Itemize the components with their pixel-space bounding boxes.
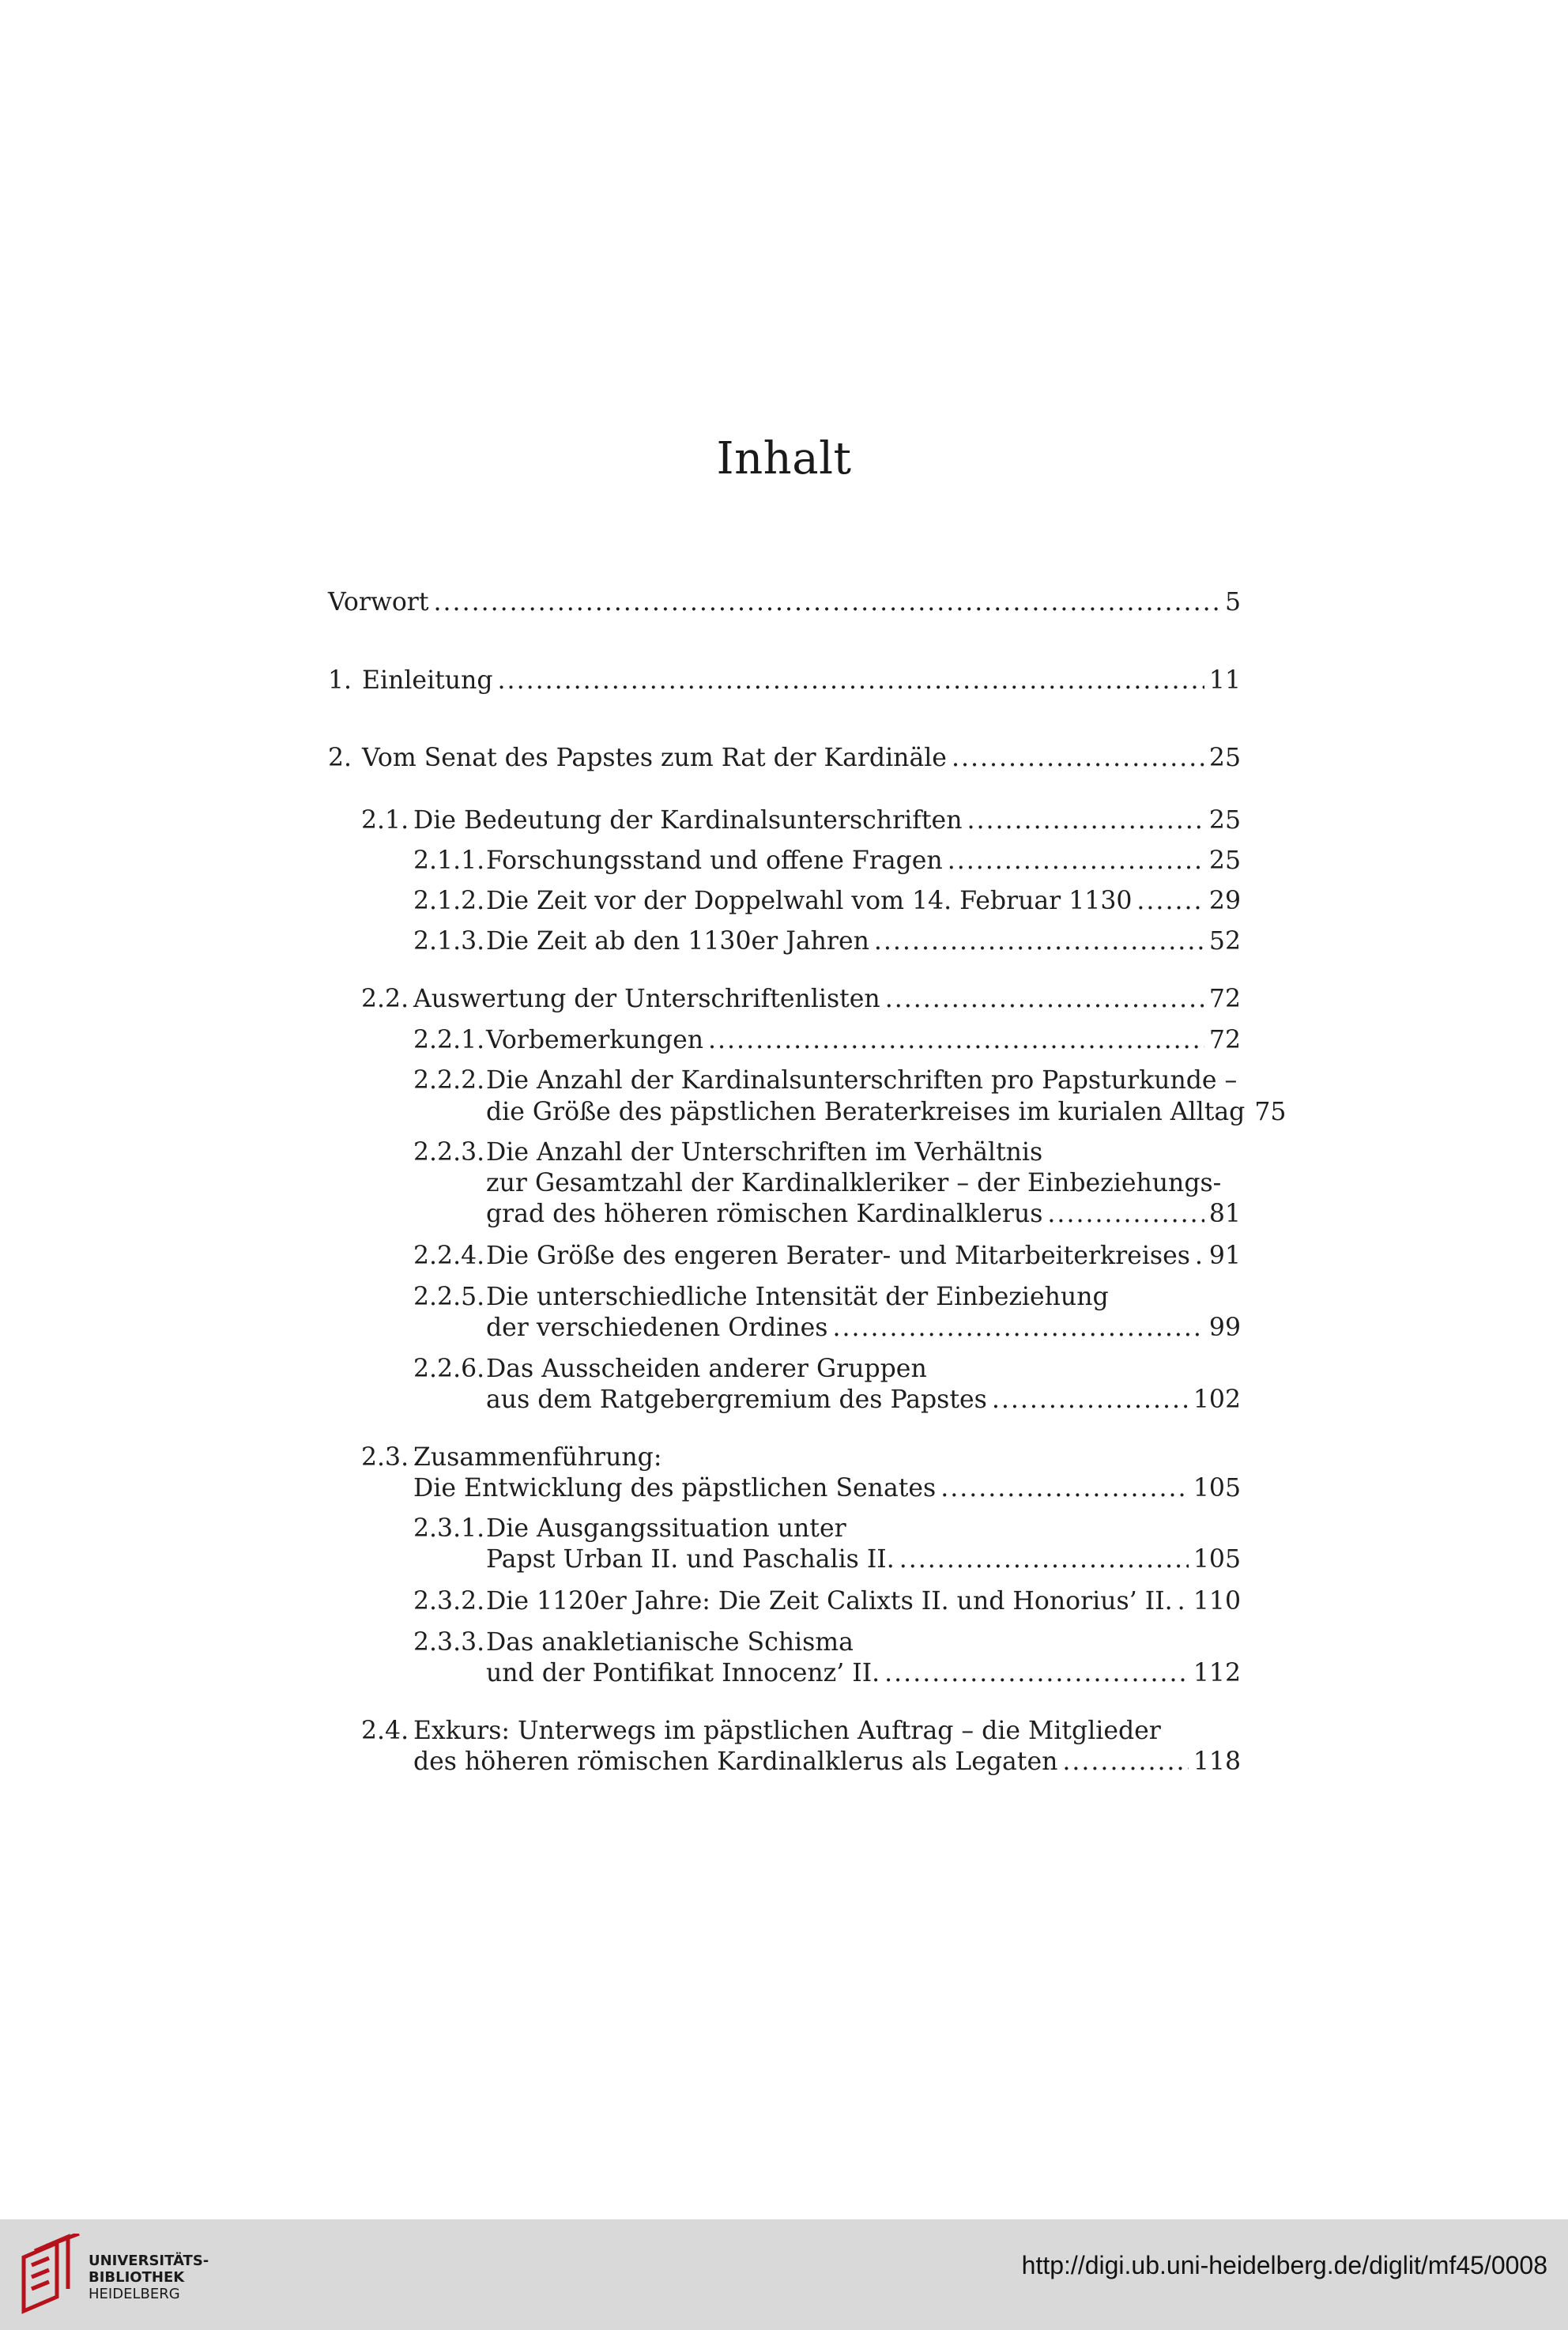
permalink-url[interactable]: http://digi.ub.uni-heidelberg.de/diglit/mf45/0008	[1021, 2251, 1547, 2279]
toc-entry-2-3-3-first-line[interactable]	[413, 1628, 854, 1660]
toc-entry-label: grad des höheren römischen Kardinalklerus	[486, 1200, 1043, 1228]
toc-entry-label: Das anakletianische Schisma	[486, 1628, 854, 1657]
toc-entry-label: Die Anzahl der Unterschriften im Verhältnis	[486, 1138, 1043, 1167]
toc-entry-number: 2.1.1.	[413, 846, 485, 875]
toc-entry-2-2-2[interactable]	[486, 1098, 1287, 1129]
toc-entry-number: 2.3.2.	[413, 1587, 485, 1616]
toc-page-number: 25	[1208, 846, 1241, 875]
toc-entry-2-2-3[interactable]	[486, 1200, 1241, 1231]
toc-entry-label: Vorbemerkungen	[486, 1026, 704, 1054]
leader-dots	[832, 1314, 1204, 1342]
toc-entry-number: 2.3.3.	[413, 1628, 485, 1657]
leader-dots	[1136, 887, 1204, 915]
toc-entry-label: Die Zeit vor der Doppelwahl vom 14. Februar 1130	[486, 887, 1133, 915]
toc-entry-number: 2.1.3.	[413, 927, 485, 956]
toc-entry-label: des höheren römischen Kardinalklerus als Legaten	[413, 1748, 1058, 1776]
toc-entry-2-4-first-line[interactable]	[361, 1717, 1161, 1748]
toc-entry-label: Vorwort	[328, 588, 429, 616]
toc-entry-label: der verschiedenen Ordines	[486, 1314, 828, 1342]
library-logo-icon	[17, 2234, 82, 2316]
leader-dots	[952, 744, 1204, 772]
toc-entry-label: Einleitung	[362, 666, 493, 695]
toc-page-number: 75	[1254, 1098, 1287, 1126]
toc-entry-2-3-1-first-line[interactable]	[413, 1514, 846, 1546]
toc-entry-label: zur Gesamtzahl der Kardinalkleriker – der Einbeziehungs-	[486, 1169, 1222, 1197]
toc-entry-2-4[interactable]	[413, 1748, 1241, 1779]
toc-entry-label: die Größe des päpstlichen Beraterkreises im kurialen Alltag	[486, 1098, 1246, 1126]
toc-page-number: 118	[1193, 1748, 1241, 1776]
toc-entry-label: Die Ausgangssituation unter	[486, 1514, 846, 1543]
leader-dots	[992, 1386, 1189, 1414]
toc-entry-2-2-6-first-line[interactable]	[413, 1355, 927, 1386]
logo-line: UNIVERSITÄTS-	[89, 2253, 209, 2269]
toc-entry-label: Zusammenführung:	[413, 1443, 662, 1472]
leader-dots	[1047, 1200, 1204, 1228]
page-title: Inhalt	[716, 433, 852, 484]
toc-page-number: 29	[1208, 887, 1241, 915]
toc-entry-2-3-3[interactable]	[486, 1659, 1241, 1691]
toc-entry-label: Die Zeit ab den 1130er Jahren	[486, 927, 869, 956]
leader-dots	[498, 666, 1204, 695]
toc-entry-number: 2.2.2.	[413, 1066, 485, 1095]
toc-entry-label: Das Ausscheiden anderer Gruppen	[486, 1355, 927, 1383]
toc-page-number: 99	[1208, 1314, 1241, 1342]
toc-entry-2-1-2[interactable]	[413, 887, 1241, 918]
leader-dots	[1178, 1587, 1189, 1616]
toc-page-number: 25	[1208, 744, 1241, 772]
leader-dots	[940, 1474, 1189, 1502]
leader-dots	[434, 588, 1220, 616]
toc-page-number: 72	[1208, 1026, 1241, 1054]
leader-dots	[948, 846, 1204, 875]
toc-page-number: 112	[1193, 1659, 1241, 1687]
toc-page-number: 81	[1208, 1200, 1241, 1228]
toc-entry-number: 2.3.	[361, 1443, 409, 1472]
toc-entry-label: Die Größe des engeren Berater- und Mitarbeiterkreises	[486, 1242, 1190, 1270]
toc-entry-2-2-1[interactable]	[413, 1026, 1241, 1058]
leader-dots	[884, 1659, 1189, 1687]
toc-entry-2-2[interactable]	[361, 985, 1241, 1016]
footer-bar	[0, 2219, 1568, 2330]
toc-entry-2-1[interactable]	[361, 806, 1241, 838]
toc-entry-2-3-1[interactable]	[486, 1545, 1241, 1577]
leader-dots	[708, 1026, 1204, 1054]
toc-page-number: 11	[1208, 666, 1241, 695]
toc-entry-label: und der Pontifikat Innocenz’ II.	[486, 1659, 880, 1687]
toc-entry-number: 1.	[328, 666, 352, 695]
toc-entry-label: aus dem Ratgebergremium des Papstes	[486, 1386, 987, 1414]
logo-line: HEIDELBERG	[89, 2286, 180, 2302]
toc-page-number: 25	[1208, 806, 1241, 835]
toc-page-number: 72	[1208, 985, 1241, 1013]
toc-entry-2-2-6[interactable]	[486, 1386, 1241, 1417]
toc-entry-2-3-2[interactable]	[413, 1587, 1241, 1619]
leader-dots	[1062, 1748, 1189, 1776]
toc-entry-label: Die 1120er Jahre: Die Zeit Calixts II. und Honorius’ II.	[486, 1587, 1173, 1616]
toc-entry-number: 2.2.6.	[413, 1355, 485, 1383]
toc-entry-2-2-5[interactable]	[486, 1314, 1241, 1345]
leader-dots	[899, 1545, 1189, 1574]
toc-page-number: 91	[1208, 1242, 1241, 1270]
toc-entry-2-1-3[interactable]	[413, 927, 1241, 959]
library-logo-text	[89, 2253, 209, 2302]
toc-entry-2-3-first-line[interactable]	[361, 1443, 662, 1475]
toc-entry-2-2-3-second-line[interactable]	[486, 1169, 1221, 1201]
toc-entry-label: Die Anzahl der Kardinalsunterschriften pro Papsturkunde –	[486, 1066, 1238, 1095]
toc-entry-number: 2.1.2.	[413, 887, 485, 915]
leader-dots	[967, 806, 1204, 835]
toc-page-number: 5	[1224, 588, 1241, 616]
toc-entry-label: Die unterschiedliche Intensität der Einbeziehung	[486, 1283, 1109, 1311]
toc-entry-number: 2.2.5.	[413, 1283, 485, 1311]
toc-entry-label: Papst Urban II. und Paschalis II.	[486, 1545, 895, 1574]
toc-entry-2-2-5-first-line[interactable]	[413, 1283, 1109, 1314]
toc-entry-2-2-3-first-line[interactable]	[413, 1138, 1042, 1170]
leader-dots	[874, 927, 1204, 956]
toc-page-number: 110	[1193, 1587, 1241, 1616]
toc-page-number: 105	[1193, 1545, 1241, 1574]
toc-entry-vorwort[interactable]	[328, 588, 1241, 620]
toc-entry-label: Die Entwicklung des päpstlichen Senates	[413, 1474, 937, 1502]
toc-entry-number: 2.2.4.	[413, 1242, 485, 1270]
toc-entry-label: Forschungsstand und offene Fragen	[486, 846, 943, 875]
toc-entry-2-3[interactable]	[413, 1474, 1241, 1506]
toc-entry-2-2-4[interactable]	[413, 1242, 1241, 1273]
toc-page-number: 102	[1193, 1386, 1241, 1414]
toc-entry-label: Vom Senat des Papstes zum Rat der Kardinäle	[362, 744, 947, 772]
toc-entry-2-1-1[interactable]	[413, 846, 1241, 878]
toc-entry-label: Auswertung der Unterschriftenlisten	[413, 985, 880, 1013]
toc-entry-2-2-2-first-line[interactable]	[413, 1066, 1237, 1098]
toc-entry-label: Die Bedeutung der Kardinalsunterschriften	[413, 806, 963, 835]
toc-entry-number: 2.2.3.	[413, 1138, 485, 1167]
leader-dots	[885, 985, 1204, 1013]
toc-entry-number: 2.	[328, 744, 352, 772]
leader-dots	[1195, 1242, 1204, 1270]
toc-entry-label: Exkurs: Unterwegs im päpstlichen Auftrag – die Mitglieder	[413, 1717, 1161, 1745]
toc-page-number: 52	[1208, 927, 1241, 956]
toc-entry-number: 2.3.1.	[413, 1514, 485, 1543]
logo-line: BIBLIOTHEK	[89, 2269, 185, 2286]
toc-page-number: 105	[1193, 1474, 1241, 1502]
toc-entry-number: 2.2.1.	[413, 1026, 485, 1054]
toc-entry-chapter-2[interactable]	[328, 744, 1241, 775]
toc-entry-number: 2.2.	[361, 985, 409, 1013]
toc-entry-einleitung[interactable]	[328, 666, 1241, 698]
toc-entry-number: 2.4.	[361, 1717, 409, 1745]
toc-entry-number: 2.1.	[361, 806, 409, 835]
